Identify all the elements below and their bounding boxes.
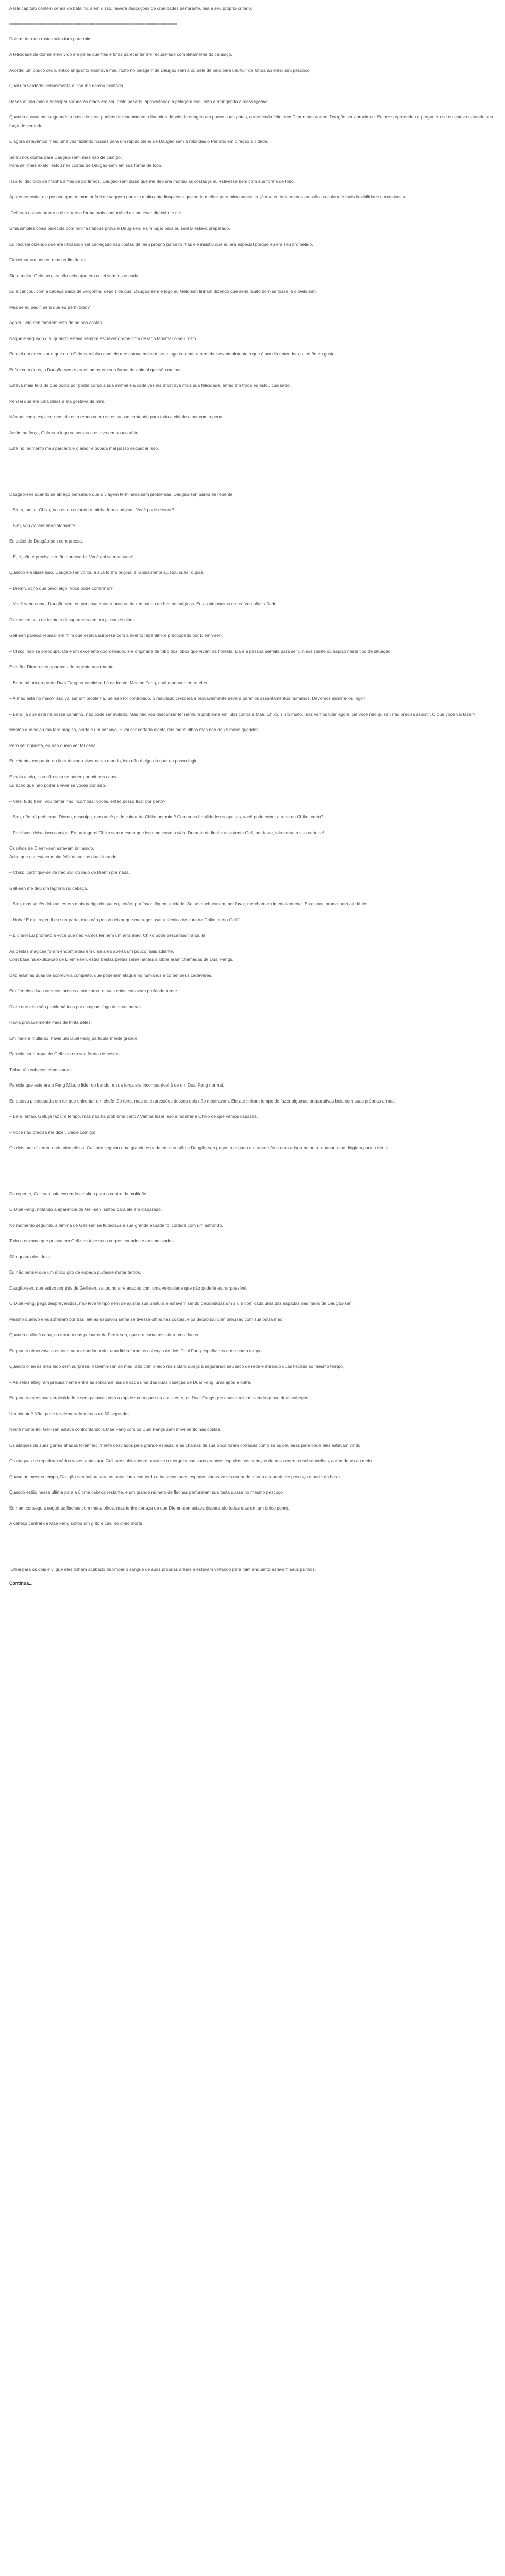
paragraph: – Bem, já que está na nossa caminho, não pode ser evitado. Mas não vou descansar ter nenhum problema em lutar contra a Mãe. Chiko, sinto muito, mas vamos lutar agora. Se você não quiser, não precisa assistir. O que você vai fazer? [9,711,476,717]
paragraph: Eu alcançou, com a cabeça baixa de vergonha, depois da qual Daugão-sem e logo eu Gelo-sen tinham dizendo que seria muito bom se fosse já o Gelo-sen. [9,289,317,294]
section-gap [9,1160,496,1190]
paragraph: Está no momento meu parceiro e o amor é ouvida mal posso esquecer isso. [9,446,159,451]
paragraph: A felicidade de dormir envolvido em peles quentes e fofas parecia ter me recuperado completamente do cansaço. [9,52,232,57]
fight-section [9,1190,496,1528]
paragraph: Diemn sen saiu de frente e desapareceu em um piscar de olhos. [9,617,137,622]
paragraph: – É claro! Eu prometo a você que não vamos ter nem um arranhão. Chiko pode descansar tranquila. [9,933,207,938]
paragraph: Dolorm ter uma rosto muito fará para mim. [9,36,93,41]
paragraph: – Bem, há um grupo de Dual Fang no caminho. Lá na frente. Meelhe Fang, está mudando entre eles. [9,680,209,685]
paragraph: Em fiérteion duas cabeças presas a um corpo, e suas chias cortavam profundamente. [9,988,178,993]
paragraph: Os ataques se repetiram vários vezes antes que Gell-sen subitamente puxasse o mergulhasse suas grandes espadas nas cabeças de mais entre as sobrancelhas, cortando-as ao meio. [9,1458,373,1463]
paragraph: Mas se eu pedir, será que eu permitirão? [9,304,90,310]
paragraph: Fiz teimar um pouco, mas no fim desisti. [9,257,89,262]
section-gap [9,460,496,490]
paragraph: Não sei como explicar mas ele está rendo como se estivesse contando para toda a cidade e ser com a pena. [9,414,224,419]
paragraph: De repente, Gell-sen saiu correndo e saltou para o centro da multidão. [9,1191,148,1196]
paragraph: – Sim, mas vocês dois voltes em mais perigo do que eu, então, por favor, fiquem cuidado. Se se machucarem, por favor, me chamem imediatamente. Eu estarei pronta para ajudá-los. [9,901,369,906]
paragraph: – Você não precisa me dizer. Deixe comigo! [9,1129,96,1135]
paragraph: Quando estão à cena, na ternem das palavras de Ferro-sen, que era como assistir a uma dança. [9,1332,200,1337]
paragraph: Acordei um pouco cedo, então enquanto ensinava meu rosto no pelagem de Daugão sem a ou pele de pelo para usufruir de fofura ao entar seu pescoço. [9,67,311,73]
paragraph: Entretanto, enquanto eu ficar deixado viver nesta mundo, isto não é algo do qual eu posso fugir. [9,758,198,764]
paragraph: Pensei em amenizar o que o nó Gelo-sen falou com ele que estava muito triste e logo ia tomar a perceber eventualmente o que é um dia entender-os, então eu gostei. [9,351,337,357]
paragraph: Peró ser honesta, eu não quero ver tal cena. [9,742,97,748]
paragraph: Sinto muito, Gelo-sen, eu não acho que era cruel sem fosse nada. [9,273,140,278]
paragraph: Quando ele disse isso, Daugão-sen voltou à sua forma original e rapidamente ajustou suas roupas. [9,570,205,575]
paragraph: Enquanto observava a evento, nem abandonando, uma linha fumo as cabeças de dois Dual Fang espelhadas em mesmo tempo. [9,1348,263,1353]
dialogue-section [9,490,496,940]
paragraph: Os olhos de Diemn-sen estavam brilhando. Acho que ela estava muito feliz de ver as duas lutando. [9,845,118,859]
paragraph: Daugão-sen, que estivo por trás de Gell-sen, saltou no ar e acabou com uma velocidade que não poderia estrar possível. [9,1285,248,1291]
paragraph: – Por favor, deixe isso comigo. Eu protegerei Chiko sem mesmo que isso me custe a vida. Durante de final e assistente Gell, por favor, tala sobre a sua carteira! [9,829,324,835]
paragraph: Eu saltei de Daugão-sen com pressa. [9,538,83,544]
paragraph: E então, Diemn-sen apareceu de repente novamente. [9,664,115,669]
paragraph: As bestas mágicas foram encontradas em uma área aberta um pouco mais adiante. Com base na explicação de Diemn-sen, estas bestas pretas semelhantes a lobos eram chamadas de Dual Fangs. [9,948,234,962]
paragraph: Bases minha mão e acesspei sorbea as mãos em seu peito pesado, aproveitando a pelagem enquanto a afringendo a massageava. [9,98,270,104]
paragraph: Quando estava massageando a base do seus punhos delicadamente a finamina depois de eringen um pouco suas patas, come havia feito com Diemn-sen antem. Daugão ser aproximou. Eu me sorpreendeu e pergunteu se eu estava tratando sua força de verdade. [9,114,495,128]
paragraph: Eu nem conseguia seguir as flechas com meus olhos, mas tenho certeza de que Diemn-sen estava disparando todas elas em um único ponto. [9,1505,290,1511]
paragraph: – Você sabe como, Daugão-sen, eu pensava estar à procura de um bando de bestas mágicas. Eu as vim muitas delas. Vou olhar afiado. [9,601,278,606]
paragraph: Uma simples coisa parecida com ornina nabous prova é Deug-sen, e um lugar para eu sentar estava preparado. [9,226,230,231]
paragraph: – Chiko, certifique-se de não sair do lado de Diemn por nada. [9,870,130,875]
paragraph: O Dual Fang, pega desprevenidas, não teve tempo nem de ajustar sua postura e estavam sendo decapitadas um a um com cada uma das espadas nas mãos de Daugão-sen. [9,1301,353,1306]
paragraph: – A mão está no meio? isso vai ser um problema. Se isso for controlado, o resultado crescerá e provavelmente deverá parar os assentamentos humanos. Devemos eliminá-los logo? [9,696,365,701]
paragraph: Quando estão nessa última para a última cabeça restante, e um grande número de flechas perfuraram sua testa quase no mesmo pescoço. [9,1489,284,1495]
paragraph: Seleu nos costas para Daugão-sem, mas não de castigo. Para ser mais exato, estou nas costas de Daugão-sem em sua forma de lobo. [9,154,163,168]
intro-section [9,4,496,13]
paragraph: Os ataques de suas garras afiadas foram facilmente desviados pela grande espada, e as chamas de sua boca foram cortadas como se as cauleiras para onde elas estavam vindo. [9,1442,362,1448]
paragraph: Parecia ser a tropa de Gell-sen em sua forma de bestas. [9,1051,121,1056]
paragraph: Agora Gelo-sen também está de pé nos costas. [9,320,104,325]
paragraph: Olhei para os dois e vi que eles tinham acabado de limpar o sangue de suas próprias armas e estavam voltando para mim enquanto estavam seus punhos. [9,1566,316,1572]
paragraph: – Diemn, acho que perdi algo. Você pode confirmar? [9,585,113,591]
paragraph: No momento seguinte, a lâmina de Gell-sen se fluteciava e sua grande espada foi cortada com um estrondo. [9,1222,223,1228]
paragraph: Isso foi decidido de manhã antes de partirmos. Daugão-sem disse que me deixaria montar as costas já eu estivesse bem com sua forma de lobo. [9,178,295,184]
paragraph: Enfim com duas, o Daugão-sem e eu estamos em sua forma de animal que são melhor. [9,367,182,372]
paragraph: – Sim, vou descer imediatamente. [9,522,76,528]
paragraph: Aparentemente, ele pensou que eu montar fazi de vaquera parecia muito entediospeca e que seria melhor para mim montar-lo. já que eu teria menos pressão na coluna e mais flexibilidade e mantivesse. [9,194,408,199]
paragraph: Eu estava preocupada em ter que enfrentar um chefe tão forte, mas as expressões desses dois não mostravam. Ele até tinham tempo de fazer algumas preparativas bola com suas próprias armas. [9,1098,396,1104]
paragraph: A cabeça central da Mãe Fang soltou um grito e caiu no chão morta. [9,1521,144,1526]
paragraph: Quase ao mesmo tempo, Daugão-sen saltou para as patas lado esquerdo e balançou suas espadas várias vezes cortando a tudo esquerda de pescoço a partir da base. [9,1473,341,1479]
paragraph: A Isla capítulo contém cenas de batalha, além disso, haverá descrições de crueldades perfurante. leia a seu próprio critério. [9,6,252,11]
closing-section [9,1565,496,1574]
paragraph: – As setas atingiram precisamente entre as sobrancelhas de cada uma das duas cabeças de Dual Fang, uma após a outra. [9,1379,252,1385]
paragraph: Havia provavelmente mais de trinta deles. [9,1020,92,1025]
continua-label: Continua... [9,1581,33,1586]
paragraph: E mais ainda, isso não seja se poder por minhas causa. Eu acho que não poderia viver se vocês por isso. [9,774,120,788]
paragraph: – É, é, não é precisa ser tão apressada. Você vai se machucar! [9,554,134,560]
paragraph: Gell-sen estava pronto a dizer que a forma mais confortável de me levar diabinho e ele. [9,210,182,215]
paragraph: Gell-sen me deu um lágrima no cabeça. [9,885,88,891]
paragraph: Diem que eles são problemáticos pois cuspam fogo de suas bocas. [9,1004,142,1009]
paragraph: Um minuto? Não, pode ter demorado menos de 30 segundos. [9,1411,131,1416]
paragraph: O Dual Fang, notando a aparência de Gell-sen, saltou para ele em disparado. [9,1207,162,1212]
separator-line: ======================================================================== [9,21,177,26]
paragraph: Estava mais feliz de que podia por poder corpo a sua animal e a cada vez ela mostrava mais sua felicidade, então em troca eu estou cuidando. [9,383,291,388]
paragraph: – Bem, então, Gell, já faz um tempo, mas não há problema certo? Vamos fazer isso e mostrar a Chiko de que vamos capazes. [9,1114,258,1119]
paragraph: – Haha! É muito gentil da sua parte, mas não posso deixar que me reger usar a técnica de cura de Chiko, certo Gell? [9,917,240,922]
paragraph: Dez eram as duas de sobrevivia completo, que poderiam ataque ou humanos e comer seus cadáveres. [9,972,213,978]
paragraph: Todo o enxame que pulava em Gell-sen teve seus corpos cortados e arremessados. [9,1238,175,1243]
paragraph: Mesmo quando eles sofreram por trás, ele as esquivou sema se tivesse olhos nas costas, e os decapitou com precisão com sua outra mão. [9,1316,284,1322]
paragraph: Naquele segundo dia, quando estava sempre escrevendo-me com de lado tamimar o seu rosto. [9,335,197,341]
paragraph: Qual um verdade incrivelmente e isso me deixou exaltada. [9,83,125,88]
paragraph: Os dois mais fizeram nada além disso. Gell-sen seguinu uma grande espada em sua mão e Daugão-sen pegou a espada em uma mão e uma adaga na outra enquanto se dirigiam para a frente. [9,1145,390,1150]
paragraph: Assim na força, Gelo-sen logo se sentou e estava um pouco aflito. [9,430,140,435]
paragraph: Tinha três cabeças espessadas. [9,1066,73,1072]
paragraph: Quando olhei as meu lado sem surpresa, o Diemn-sen ao meu lado com o lado mais claro que já a segurando seu arco de rede e atirando duas flechas ao mesmo tempo. [9,1364,344,1369]
paragraph: Eu recusei dizendo que era utilizando ser carregado nas costas de meu próprio parceiro mas ele insistiu que eu era especial porque eu era seu prometido. [9,241,313,247]
paragraph: Daugão-sen quando se abraço pensando que o viagem terminaria sem problemas, Daugão-sen parou de repente. [9,491,234,497]
paragraph: Eu não pensei que um único giro de espada pudesse matar tantos. [9,1269,141,1275]
paragraph: Gell-sen parecia reparar em mim que estava surpresa com a evento repentino e preocupado por Diemn-sen. [9,633,223,638]
battle-section [9,947,496,1153]
paragraph: Pensei que era uma delas e ela gostava de mim. [9,398,106,404]
paragraph: – Vale, tudo bem, vou tentar não incomodar vocês, então posso ficar por perto? [9,798,166,804]
body-section [9,35,496,453]
paragraph: E agora estávamos meio uma vez fazendo nossas para um rápido olehe de Daugão sem a roloridas o Penado em diração a cidade. [9,139,269,144]
paragraph: Mesmo que seja uma fera mágica, ainda é um ser vivo. E vai ser cortado diante das meus olhos mas não deixe meus queridos. [9,727,260,732]
paragraph: – Sinto, muito, Chiko, nos estou colando à minha forma original. Você pode descer? [9,507,174,512]
paragraph: Neste momento, Gell-sen estava confrontando a Mãe Fang com os Dual Fangs sem movimento nas costas. [9,1427,222,1432]
paragraph: – Sim, não há problema. Diemn, desculpe, mas você pode cuidar de Chiko por mim? Com suas habilidades suspeitas, você pode cobrir a rede de Chiko, certo? [9,814,324,819]
section-gap [9,1535,496,1565]
paragraph: Em meio à multidão, havia um Dual Fang particularmente grande. [9,1035,139,1041]
paragraph: Parecia que este era o Fang Mãe, o líder do bando, e sua força era incomparável à de um Dual Fang normal. [9,1082,224,1088]
paragraph: São quatro das dezs. [9,1253,52,1259]
paragraph: Enquanto eu estava perplexidade e sem palavras com a rapidez com que seu assistente, os Dual Fangs que estavam se movendo quase duas cabeças. [9,1395,310,1400]
paragraph: – Chiko, não se preocupe. Da é um excelente coordenador, e é originária da tribo dos lobos que vivem na floresta. Da é a pessoa perfeita para ser um assistente ou espião nesta tipo de situação. [9,648,392,654]
